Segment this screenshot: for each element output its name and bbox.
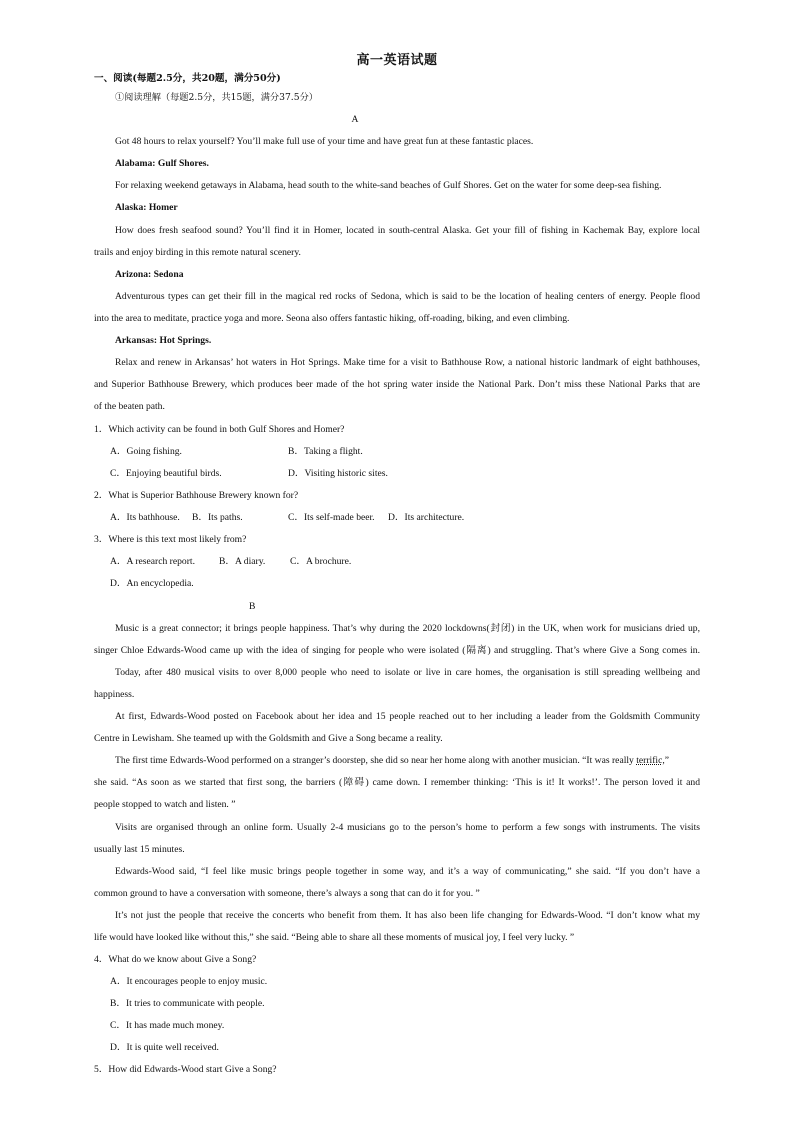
option-b: B．Taking a flight. [288,446,363,457]
passage-b-paragraph: people stopped to watch and listen. ” [94,799,236,810]
option-c: C．Enjoying beautiful birds. [110,468,222,479]
passage-b-paragraph: Visits are organised through an online form. Usually 2-4 musicians go to the person’s home to perform a few songs with instruments. The visits [115,822,700,833]
option-a: A．It encourages people to enjoy music. [110,976,268,987]
passage-a-heading-arizona: Arizona: Sedona [115,269,184,280]
question-stem: 3．Where is this text most likely from? [94,534,247,545]
question-stem: 2．What is Superior Bathhouse Brewery known for? [94,490,299,501]
passage-a-paragraph: For relaxing weekend getaways in Alabama, head south to the white-sand beaches of Gulf Shores. Get on the water for some deep-sea fishing. [115,180,662,191]
passage-a-paragraph: trails and enjoy birding in this remote natural scenery. [94,247,301,258]
passage-b-paragraph: Music is a great connector; it brings people happiness. That’s why during the 2020 lockdowns(封闭) in the UK, when work for musicians dried up, [115,623,700,634]
option-a: A．Its bathhouse. [110,512,180,523]
option-c: C．It has made much money. [110,1020,225,1031]
passage-b-paragraph: singer Chloe Edwards-Wood came up with the idea of singing for people who were isolated (隔离) and struggling. That’s where Give a Song comes in. [94,645,700,656]
passage-b-paragraph: It’s not just the people that receive the concerts who benefit from them. It has also been life changing for Edwards-Wood. “I don’t know what my [115,910,700,921]
passage-b-paragraph: common ground to have a conversation with someone, there’s always a song that can do it for you. ” [94,888,480,899]
text-span: ,” [662,755,670,766]
page-title: 高一英语试题 [356,53,438,68]
passage-b-paragraph: At first, Edwards-Wood posted on Facebook about her idea and 15 people reached out to her including a leader from the Goldsmith Community [115,711,700,722]
passage-b-paragraph: Edwards-Wood said, “I feel like music brings people together in some way, and it’s a way of communicating,” she said. “If you don’t have a [115,866,700,877]
passage-b-paragraph: Centre in Lewisham. She teamed up with the Goldsmith and Give a Song became a reality. [94,733,443,744]
option-a: A．Going fishing. [110,446,182,457]
question-stem: 1．Which activity can be found in both Gulf Shores and Homer? [94,424,345,435]
question-stem: 4．What do we know about Give a Song? [94,954,257,965]
section-heading: 一、阅读(每题2.5分，共20题，满分50分) [94,73,281,84]
section-subheading: ①阅读理解（每题2.5分，共15题，满分37.5分） [115,92,318,103]
option-a: A．A research report. [110,556,195,567]
option-d: D．It is quite well received. [110,1042,219,1053]
option-d: D．An encyclopedia. [110,578,194,589]
option-c: C．A brochure. [290,556,352,567]
passage-a-paragraph: How does fresh seafood sound? You’ll find it in Homer, located in south-central Alaska. Get your fill of fishing in Kachemak Bay, explore local [115,225,700,236]
option-b: B．Its paths. [192,512,243,523]
option-b: B．A diary. [219,556,266,567]
passage-b-paragraph: she said. “As soon as we started that first song, the barriers (障碍) came down. I remember thinking: ‘This is it! It works!’. The person loved it and [94,777,700,788]
passage-a-paragraph: into the area to meditate, practice yoga and more. Seona also offers fantastic hiking, off-roading, biking, and even climbing. [94,313,570,324]
passage-a-intro: Got 48 hours to relax yourself? You’ll make full use of your time and have great fun at these fantastic places. [115,136,534,147]
option-c: C．Its self-made beer. [288,512,375,523]
passage-b-paragraph: happiness. [94,689,135,700]
passage-a-heading-arkansas: Arkansas: Hot Springs. [115,335,212,346]
passage-a-paragraph: and Superior Bathhouse Brewery, which produces beer made of the hot spring water inside the National Park. Don’t miss these National Parks that are [94,379,700,390]
passage-a-heading-alaska: Alaska: Homer [115,202,178,213]
passage-a-label: A [351,114,359,125]
option-d: D．Visiting historic sites. [288,468,388,479]
option-b: B．It tries to communicate with people. [110,998,265,1009]
question-stem: 5．How did Edwards-Wood start Give a Song? [94,1064,277,1075]
option-d: D．Its architecture. [388,512,465,523]
passage-b-label: B [249,601,256,612]
passage-b-paragraph: Today, after 480 musical visits to over 8,000 people who need to isolate or live in care homes, the organisation is still spreading wellbeing and [115,667,700,678]
passage-a-heading-alabama: Alabama: Gulf Shores. [115,158,209,169]
text-span: The first time Edwards-Wood performed on a stranger’s doorstep, she did so near her home along with another musician. “It was really [115,755,637,766]
passage-b-paragraph [115,754,669,767]
passage-b-paragraph: usually last 15 minutes. [94,844,185,855]
underlined-word: terrific [636,755,663,766]
passage-a-paragraph: of the beaten path. [94,401,165,412]
passage-a-paragraph: Adventurous types can get their fill in the magical red rocks of Sedona, which is said to be the location of healing centers of energy. People flood [115,291,700,302]
passage-b-paragraph: life would have looked like without this,” she said. “Being able to share all these moments of musical joy, I feel very lucky. ” [94,932,575,943]
passage-a-paragraph: Relax and renew in Arkansas’ hot waters in Hot Springs. Make time for a visit to Bathhouse Row, a national historic landmark of eight bathhouses, [115,357,700,368]
